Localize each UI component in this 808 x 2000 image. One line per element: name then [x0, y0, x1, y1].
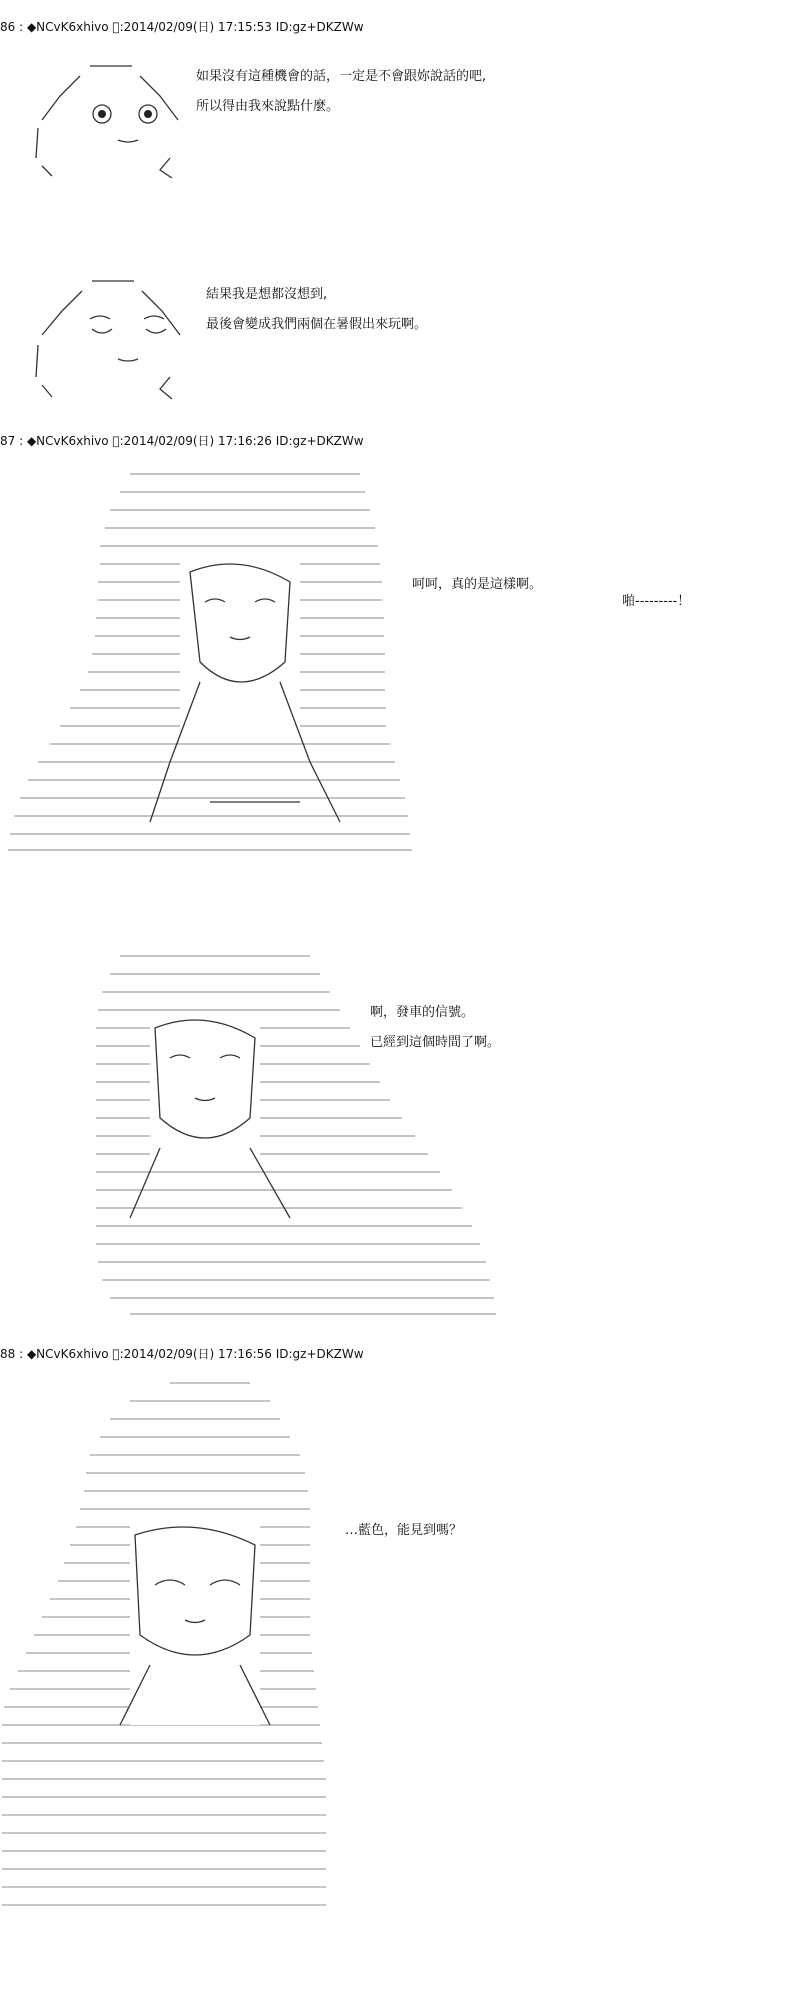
dialog-88-a	[345, 1516, 462, 1546]
post-header-87: 87 : ◆NCvK6xhivo  :2014/02/09(日) 17:16:26 ID:gz+DKZWw	[0, 434, 364, 448]
dialog-87-c	[370, 998, 500, 1058]
post-header-88: 88 : ◆NCvK6xhivo  :2014/02/09(日) 17:16:56 ID:gz+DKZWw	[0, 1347, 364, 1361]
face-art-2	[20, 275, 185, 400]
dialog-line: 結果我是想都沒想到,	[206, 287, 328, 302]
dialog-line: 如果沒有這種機會的話，一定是不會跟妳說話的吧,	[196, 69, 487, 84]
face-art-1	[20, 58, 185, 178]
dialog-line: …藍色，能見到嗎？	[345, 1523, 463, 1538]
dialog-87-b	[622, 587, 690, 617]
post-header-86: 86 : ◆NCvK6xhivo  :2014/02/09(日) 17:15:53 ID:gz+DKZWw	[0, 20, 364, 34]
dialog-line: 呵呵，真的是這樣啊。	[412, 577, 543, 592]
dialog-86-b	[206, 280, 427, 340]
dialog-86-a	[196, 62, 486, 122]
dialog-line: 啊，發車的信號。	[370, 1005, 475, 1020]
dialog-line: 最後會變成我們兩個在暑假出來玩啊。	[206, 317, 428, 332]
dialog-line: 已經到這個時間了啊。	[370, 1035, 501, 1050]
ascii-art-girl-1	[0, 462, 420, 862]
dialog-87-a	[412, 570, 542, 600]
dialog-line: 啪---------！	[622, 594, 691, 609]
dialog-line: 所以得由我來說點什麼。	[196, 99, 340, 114]
ascii-art-girl-3	[0, 1375, 340, 1935]
